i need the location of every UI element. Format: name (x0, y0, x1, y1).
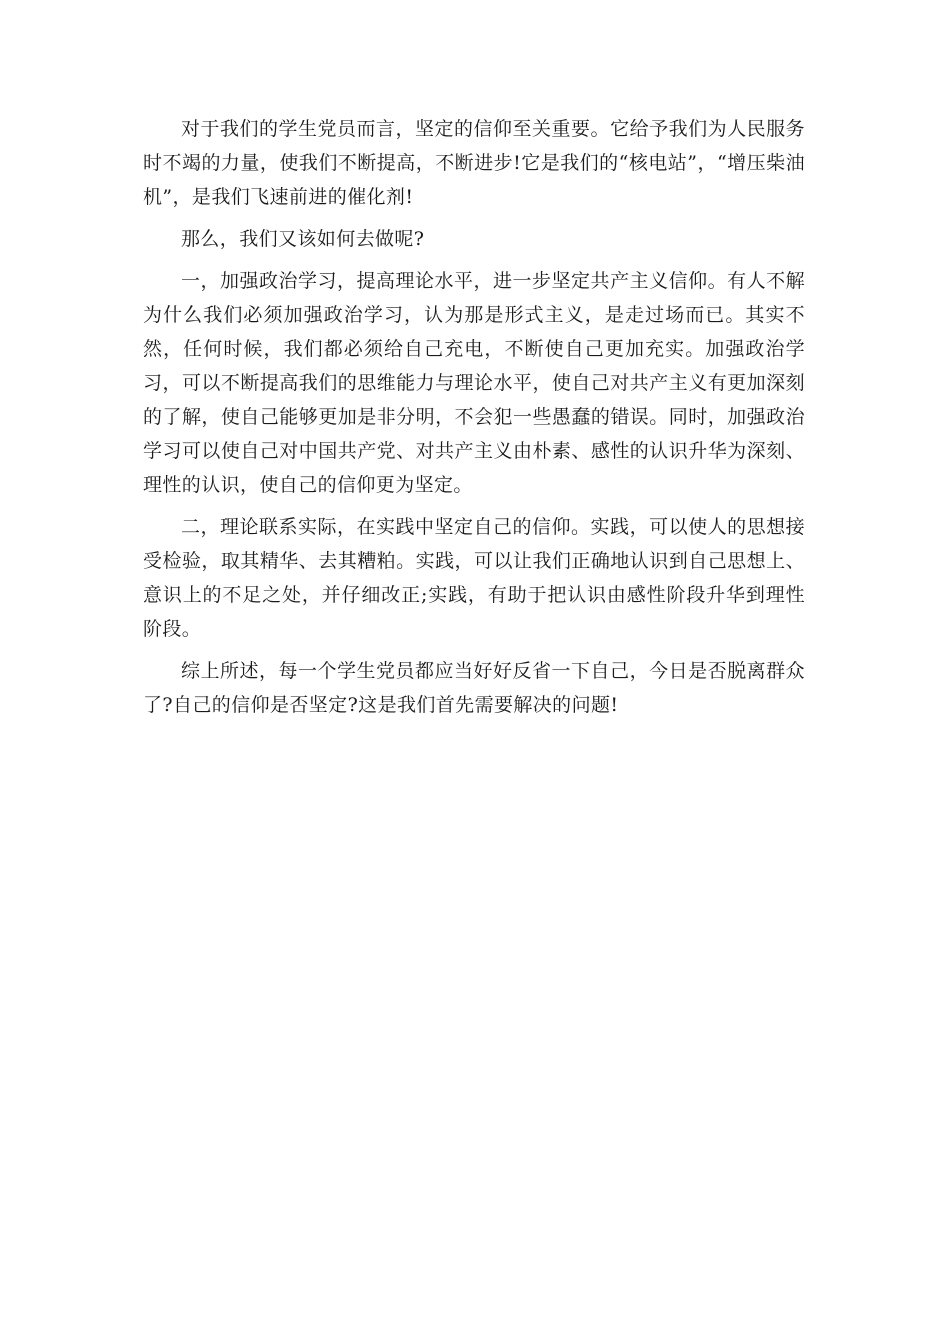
paragraph-4: 二，理论联系实际，在实践中坚定自己的信仰。实践，可以使人的思想接受检验，取其精华、去其糟粕。实践，可以让我们正确地认识到自己思想上、意识上的不足之处，并仔细改正;实践，有助于把认识由感性阶段升华到理性阶段。 (143, 516, 805, 640)
paragraph-2: 那么，我们又该如何去做呢? (181, 228, 425, 250)
paragraph-5: 综上所述，每一个学生党员都应当好好反省一下自己，今日是否脱离群众了?自己的信仰是否坚定?这是我们首先需要解决的问题! (143, 660, 805, 716)
paragraph-1: 对于我们的学生党员而言，坚定的信仰至关重要。它给予我们为人民服务时不竭的力量，使我们不断提高，不断进步!它是我们的“核电站”，“增压柴油机”，是我们飞速前进的催化剂! (143, 118, 805, 208)
document-body (143, 112, 805, 730)
paragraph-3: 一，加强政治学习，提高理论水平，进一步坚定共产主义信仰。有人不解为什么我们必须加强政治学习，认为那是形式主义，是走过场而已。其实不然，任何时候，我们都必须给自己充电，不断使自己更加充实。加强政治学习，可以不断提高我们的思维能力与理论水平，使自己对共产主义有更加深刻的了解，使自己能够更加是非分明，不会犯一些愚蠢的错误。同时，加强政治学习可以使自己对中国共产党、对共产主义由朴素、感性的认识升华为深刻、理性的认识，使自己的信仰更为坚定。 (143, 270, 805, 496)
